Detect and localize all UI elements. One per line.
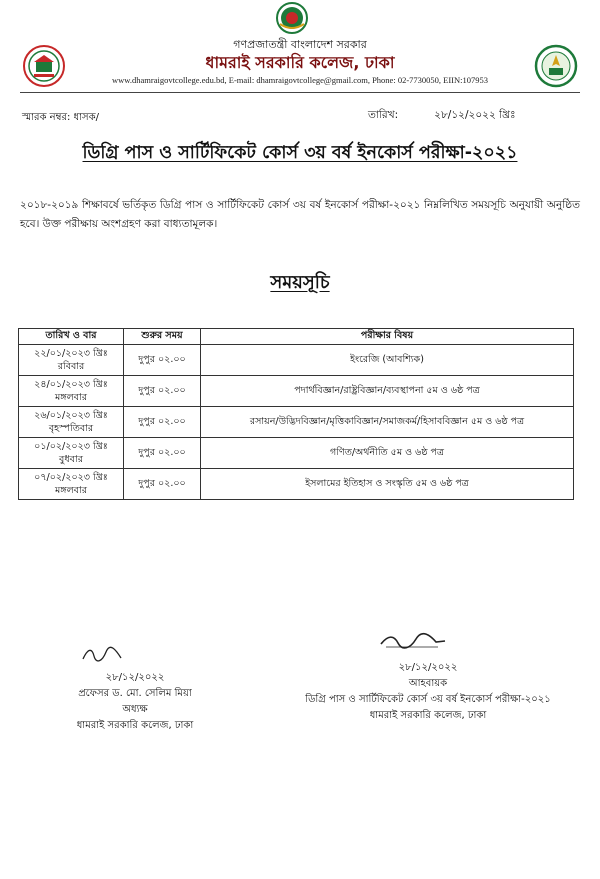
principal-sign-date: ২৮/১২/২০২২ bbox=[105, 672, 165, 683]
start-time-cell: দুপুর ০২.০০ bbox=[124, 345, 201, 376]
subject-cell: ইসলামের ইতিহাস ও সংস্কৃতি ৫ম ও ৬ষ্ঠ পত্র bbox=[201, 469, 574, 500]
table-header-row bbox=[19, 329, 574, 345]
exam-day: মঙ্গলবার bbox=[55, 485, 87, 496]
principal-org: ধামরাই সরকারি কলেজ, ঢাকা bbox=[76, 720, 194, 731]
date-label: তারিখ: bbox=[368, 109, 399, 121]
convener-signature-mark bbox=[378, 632, 448, 652]
date-day-cell bbox=[19, 438, 124, 469]
principal-signature-block bbox=[30, 670, 240, 734]
table-row bbox=[19, 469, 574, 500]
header-subject: পরীক্ষার বিষয় bbox=[201, 329, 574, 345]
exam-date: ২৬/০১/২০২৩ খ্রিঃ bbox=[34, 410, 108, 421]
principal-signature-mark bbox=[80, 646, 124, 664]
principal-title: অধ্যক্ষ bbox=[122, 704, 148, 715]
memo-date bbox=[368, 108, 552, 125]
start-time-cell: দুপুর ০২.০০ bbox=[124, 407, 201, 438]
header-start-time: শুরুর সময় bbox=[124, 329, 201, 345]
notice-intro: ২০১৮-২০১৯ শিক্ষাবর্ষে ভর্তিকৃত ডিগ্রি পাস ও সার্টিফিকেট কোর্স ৩য় বর্ষ ইনকোর্স পরীক্ষা-২০২১ নিম্নলিখিত সময়সূচি অনুযায়ী অনুষ্ঠিত হবে। উক্ত পরীক্ষায় অংশগ্রহণ করা বাধ্যতামূলক। bbox=[20, 199, 580, 230]
table-row bbox=[19, 438, 574, 469]
government-emblem-icon bbox=[276, 2, 308, 34]
subject-cell: পদার্থবিজ্ঞান/রাষ্ট্রবিজ্ঞান/ব্যবস্থাপনা ৫ম ও ৬ষ্ঠ পত্র bbox=[201, 376, 574, 407]
exam-day: বুধবার bbox=[59, 454, 83, 465]
convener-signature-block bbox=[268, 660, 588, 724]
date-day-cell bbox=[19, 469, 124, 500]
subject-cell: গণিত/অর্থনীতি ৫ম ও ৬ষ্ঠ পত্র bbox=[201, 438, 574, 469]
start-time-cell: দুপুর ০২.০০ bbox=[124, 469, 201, 500]
subject-cell: ইংরেজি (আবশ্যিক) bbox=[201, 345, 574, 376]
exam-date: ০৭/০২/২০২৩ খ্রিঃ bbox=[34, 472, 108, 483]
table-row bbox=[19, 407, 574, 438]
header-date-day: তারিখ ও বার bbox=[19, 329, 124, 345]
principal-name: প্রফেসর ড. মো. সেলিম মিয়া bbox=[78, 688, 192, 699]
date-day-cell bbox=[19, 376, 124, 407]
subject-cell: রসায়ন/উদ্ভিদবিজ্ঞান/মৃত্তিকাবিজ্ঞান/সমাজকর্ম/হিসাববিজ্ঞান ৫ম ও ৬ষ্ঠ পত্র bbox=[201, 407, 574, 438]
convener-org: ধামরাই সরকারি কলেজ, ঢাকা bbox=[369, 710, 487, 721]
start-time-cell: দুপুর ০২.০০ bbox=[124, 438, 201, 469]
notice-title: ডিগ্রি পাস ও সার্টিফিকেট কোর্স ৩য় বর্ষ ইনকোর্স পরীক্ষা-২০২১ bbox=[82, 143, 518, 163]
contact-line: www.dhamraigovtcollege.edu.bd, E-mail: dhamraigovtcollege@gmail.com, Phone: 02-7730050, EIIN:107953 bbox=[112, 75, 488, 85]
convener-title: আহবায়ক bbox=[408, 678, 448, 689]
government-line: গণপ্রজাতন্ত্রী বাংলাদেশ সরকার bbox=[233, 38, 367, 51]
date-day-cell bbox=[19, 345, 124, 376]
schedule-table bbox=[18, 328, 574, 500]
table-row bbox=[19, 345, 574, 376]
convener-committee: ডিগ্রি পাস ও সার্টিফিকেট কোর্স ৩য় বর্ষ ইনকোর্স পরীক্ষা-২০২১ bbox=[305, 694, 551, 705]
date-value: ২৮/১২/২০২২ খ্রিঃ bbox=[434, 109, 516, 121]
exam-day: বৃহস্পতিবার bbox=[48, 423, 94, 434]
exam-date: ২২/০১/২০২৩ খ্রিঃ bbox=[34, 348, 108, 359]
exam-day: মঙ্গলবার bbox=[55, 392, 87, 403]
convener-sign-date: ২৮/১২/২০২২ bbox=[398, 662, 458, 673]
college-name: ধামরাই সরকারি কলেজ, ঢাকা bbox=[205, 53, 395, 72]
memo-reference: স্মারক নম্বর: ধাসক/ bbox=[22, 112, 100, 123]
table-row bbox=[19, 376, 574, 407]
start-time-cell: দুপুর ০২.০০ bbox=[124, 376, 201, 407]
schedule-heading: সময়সূচি bbox=[270, 272, 330, 293]
date-day-cell bbox=[19, 407, 124, 438]
exam-date: ২৪/০১/২০২৩ খ্রিঃ bbox=[34, 379, 108, 390]
exam-date: ০১/০২/২০২৩ খ্রিঃ bbox=[34, 441, 108, 452]
exam-day: রবিবার bbox=[57, 361, 85, 372]
header-divider bbox=[20, 92, 580, 93]
